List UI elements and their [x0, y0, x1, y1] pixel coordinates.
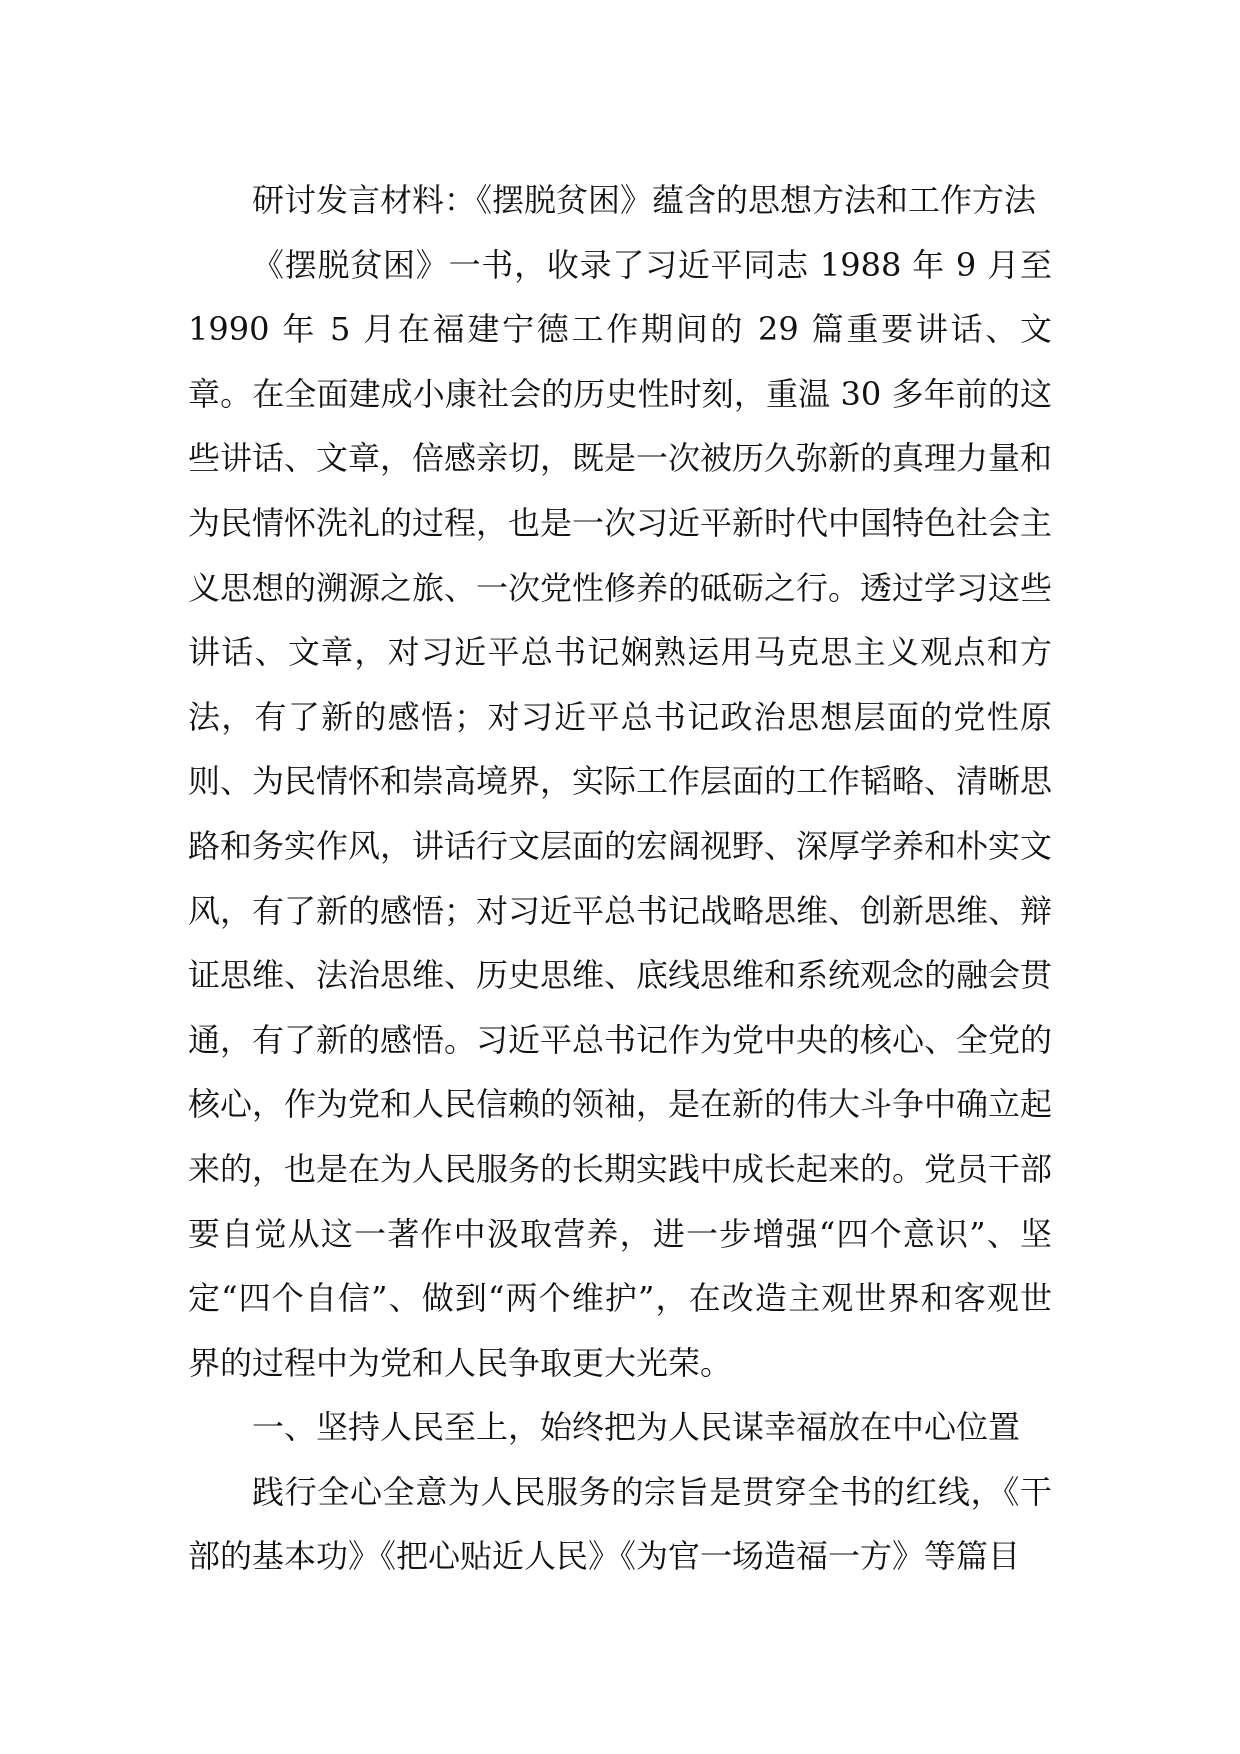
document-title: 研讨发言材料：《摆脱贫困》蕴含的思想方法和工作方法	[252, 181, 1037, 219]
section-heading: 一、坚持人民至上，始终把为人民谋幸福放在中心位置	[252, 1408, 1021, 1447]
section-paragraph: 践行全心全意为人民服务的宗旨是贯穿全书的红线，《干部的基本功》《把心贴近人民》《为官一场造福一方》等篇目	[188, 1472, 1052, 1576]
document-page	[188, 168, 1052, 1589]
intro-paragraph: 《摆脱贫困》一书，收录了习近平同志 1988 年 9 月至 1990 年 5 月在福建宁德工作期间的 29 篇重要讲话、文章。在全面建成小康社会的历史性时刻，重温 30 多年前的这些讲话、文章，倍感亲切，既是一次被历久弥新的真理力量和为民情怀洗礼的过程，也是一次习近平新时代中国特色社会主义思想的溯源之旅、一次党性修养的砥砺之行。透过学习这些讲话、文章，对习近平总书记娴熟运用马克思主义观点和方法，有了新的感悟；对习近平总书记政治思想层面的党性原则、为民情怀和崇高境界，实际工作层面的工作韬略、清晰思路和务实作风，讲话行文层面的宏阔视野、深厚学养和朴实文风，有了新的感悟；对习近平总书记战略思维、创新思维、辩证思维、法治思维、历史思维、底线思维和系统观念的融会贯通，有了新的感悟。习近平总书记作为党中央的核心、全党的核心，作为党和人民信赖的领袖，是在新的伟大斗争中确立起来的，也是在为人民服务的长期实践中成长起来的。党员干部要自觉从这一著作中汲取营养，进一步增强“四个意识”、坚定“四个自信”、做到“两个维护”，在改造主观世界和客观世界的过程中为党和人民争取更大光荣。	[188, 245, 1053, 1382]
